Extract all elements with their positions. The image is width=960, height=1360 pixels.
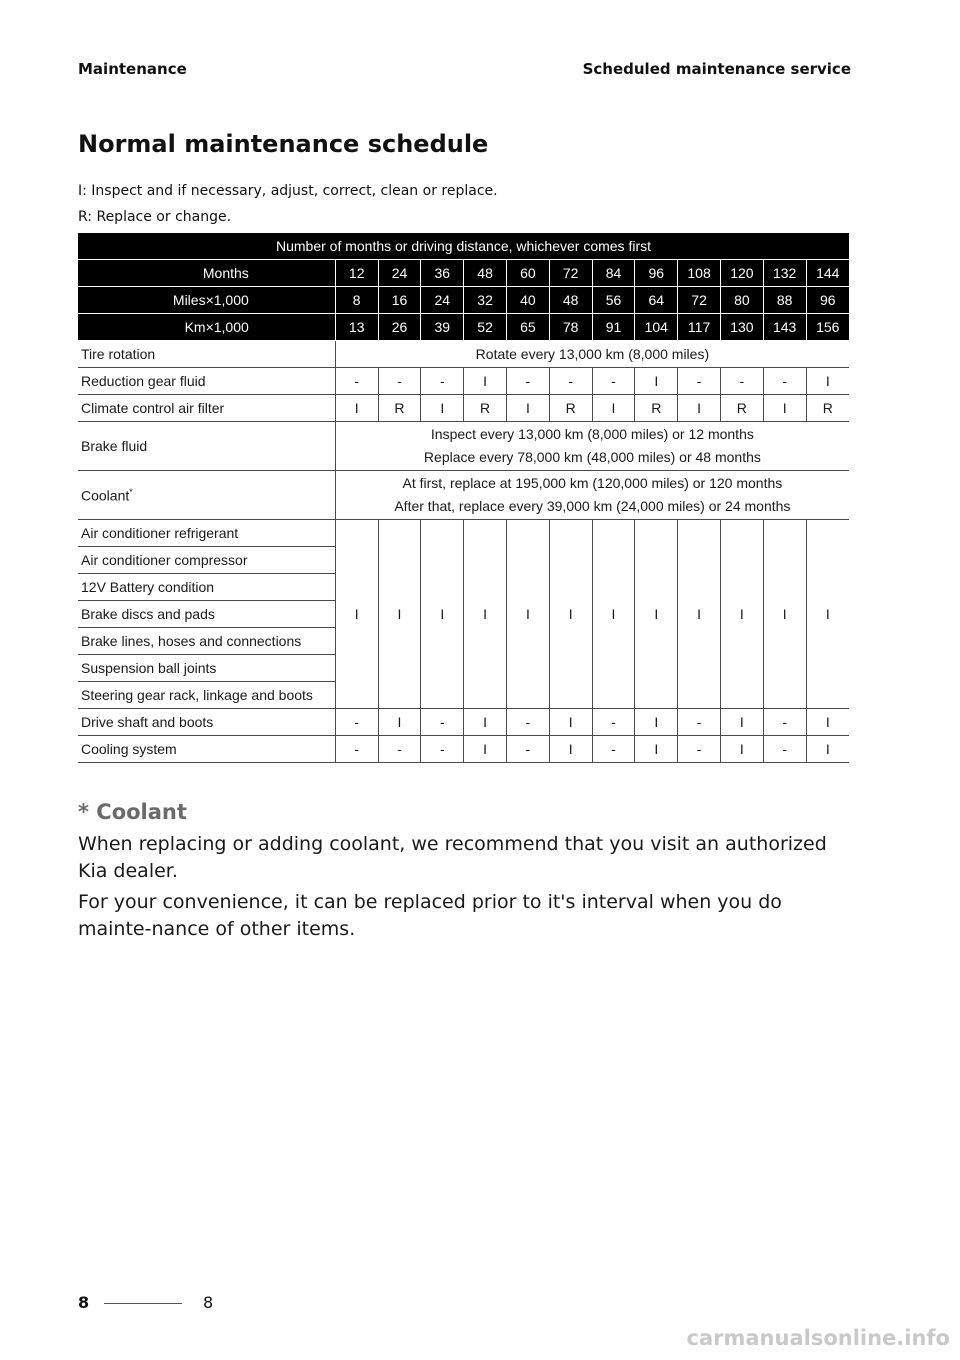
header-value: 96 (635, 260, 678, 287)
header-value: 8 (335, 287, 378, 314)
item-label: Drive shaft and boots (78, 709, 335, 736)
interval-value: I (421, 520, 464, 709)
header-value: 80 (720, 287, 763, 314)
interval-value: I (763, 395, 806, 422)
section-header: Maintenance (78, 60, 187, 78)
interval-value: R (806, 395, 849, 422)
header-value: 56 (592, 287, 635, 314)
header-value: 12 (335, 260, 378, 287)
header-value: 130 (720, 314, 763, 341)
coolant-note-paragraph-2: For your convenience, it can be replaced prior to it's interval when you do mainte-nance of other items. (78, 891, 782, 940)
interval-value: - (506, 736, 549, 763)
legend-replace: R: Replace or change. (78, 209, 232, 225)
header-value: 60 (506, 260, 549, 287)
note-line: At first, replace at 195,000 km (120,000 miles) or 120 months (402, 475, 783, 491)
footnote-mark: * (129, 486, 133, 497)
item-label: Brake discs and pads (78, 601, 335, 628)
item-note (335, 422, 849, 471)
header-value: 144 (806, 260, 849, 287)
interval-value: - (335, 368, 378, 395)
header-value: 24 (421, 287, 464, 314)
legend (78, 178, 498, 230)
header-value: 96 (806, 287, 849, 314)
interval-value: I (678, 520, 721, 709)
interval-value: - (506, 709, 549, 736)
table-row-cooling-system (78, 736, 849, 763)
interval-value: I (720, 520, 763, 709)
header-row-label: Months (78, 260, 335, 287)
header-value: 132 (763, 260, 806, 287)
header-value: 13 (335, 314, 378, 341)
header-row-km (78, 314, 849, 341)
interval-value: - (763, 368, 806, 395)
interval-value: I (592, 395, 635, 422)
table-row-drive-shaft (78, 709, 849, 736)
interval-value: - (421, 368, 464, 395)
interval-value: - (378, 368, 421, 395)
header-value: 143 (763, 314, 806, 341)
watermark: carmanualsonline.info (686, 1326, 950, 1350)
table-row-climate-filter (78, 395, 849, 422)
interval-value: I (464, 520, 507, 709)
header-value: 65 (506, 314, 549, 341)
header-value: 104 (635, 314, 678, 341)
page-number: 8 (203, 1293, 214, 1312)
coolant-note-body (78, 831, 848, 947)
coolant-note-paragraph-1: When replacing or adding coolant, we recommend that you visit an authorized Kia dealer. (78, 833, 827, 882)
interval-value: I (763, 520, 806, 709)
interval-value: - (335, 709, 378, 736)
note-line: Replace every 78,000 km (48,000 miles) or 48 months (423, 449, 761, 465)
item-label: Cooling system (78, 736, 335, 763)
header-value: 48 (549, 287, 592, 314)
header-row-months (78, 260, 849, 287)
interval-value: - (678, 709, 721, 736)
interval-value: I (806, 736, 849, 763)
header-value: 52 (464, 314, 507, 341)
section-number: 8 (78, 1293, 90, 1312)
header-row-label: Miles×1,000 (78, 287, 335, 314)
item-label (78, 471, 335, 520)
item-label: Air conditioner refrigerant (78, 520, 335, 547)
interval-value: R (464, 395, 507, 422)
interval-value: I (678, 395, 721, 422)
interval-value: I (464, 709, 507, 736)
interval-value: I (720, 736, 763, 763)
interval-value: - (549, 368, 592, 395)
interval-value: I (549, 520, 592, 709)
header-value: 39 (421, 314, 464, 341)
interval-value: I (806, 709, 849, 736)
interval-value: R (635, 395, 678, 422)
chapter-header: Scheduled maintenance service (582, 60, 851, 78)
item-label: Steering gear rack, linkage and boots (78, 682, 335, 709)
interval-value: - (421, 736, 464, 763)
interval-value: - (592, 736, 635, 763)
table-row-tire-rotation (78, 341, 849, 368)
interval-value: - (763, 709, 806, 736)
interval-value: I (720, 709, 763, 736)
interval-value: - (763, 736, 806, 763)
interval-value: R (720, 395, 763, 422)
header-value: 88 (763, 287, 806, 314)
table-row-brake-fluid (78, 422, 849, 471)
interval-value: I (635, 709, 678, 736)
item-note: Rotate every 13,000 km (8,000 miles) (335, 341, 849, 368)
item-label: Brake fluid (78, 422, 335, 471)
item-note (335, 471, 849, 520)
interval-value: I (635, 520, 678, 709)
interval-value: I (549, 736, 592, 763)
header-value: 78 (549, 314, 592, 341)
footer-divider (104, 1303, 182, 1304)
interval-value: I (464, 736, 507, 763)
item-label: Climate control air filter (78, 395, 335, 422)
table-header-banner-row (78, 233, 849, 260)
header-row-label: Km×1,000 (78, 314, 335, 341)
interval-value: - (592, 368, 635, 395)
interval-value: I (635, 368, 678, 395)
interval-value: - (506, 368, 549, 395)
interval-value: I (506, 395, 549, 422)
interval-value: - (421, 709, 464, 736)
header-value: 156 (806, 314, 849, 341)
item-label: Air conditioner compressor (78, 547, 335, 574)
page-title: Normal maintenance schedule (78, 130, 489, 158)
interval-value: I (806, 520, 849, 709)
header-value: 72 (549, 260, 592, 287)
interval-value: - (592, 709, 635, 736)
header-value: 40 (506, 287, 549, 314)
interval-value: - (335, 736, 378, 763)
interval-value: R (378, 395, 421, 422)
header-value: 26 (378, 314, 421, 341)
header-row-miles (78, 287, 849, 314)
header-value: 16 (378, 287, 421, 314)
header-value: 91 (592, 314, 635, 341)
item-label: Brake lines, hoses and connections (78, 628, 335, 655)
coolant-note-title: * Coolant (78, 800, 187, 824)
header-value: 108 (678, 260, 721, 287)
interval-value: I (549, 709, 592, 736)
interval-value: R (549, 395, 592, 422)
item-label: 12V Battery condition (78, 574, 335, 601)
table-row-reduction-gear-fluid (78, 368, 849, 395)
interval-value: I (421, 395, 464, 422)
header-value: 72 (678, 287, 721, 314)
header-value: 36 (421, 260, 464, 287)
interval-value: - (378, 736, 421, 763)
item-label: Tire rotation (78, 341, 335, 368)
item-label: Reduction gear fluid (78, 368, 335, 395)
note-line: Inspect every 13,000 km (8,000 miles) or 12 months (430, 426, 754, 442)
interval-value: I (378, 709, 421, 736)
coolant-label: Coolant (81, 487, 130, 504)
interval-value: - (720, 368, 763, 395)
note-line: After that, replace every 39,000 km (24,000 miles) or 24 months (394, 498, 791, 514)
header-value: 84 (592, 260, 635, 287)
interval-value: I (335, 395, 378, 422)
interval-value: I (592, 520, 635, 709)
header-value: 32 (464, 287, 507, 314)
item-label: Suspension ball joints (78, 655, 335, 682)
maintenance-table (78, 233, 849, 763)
interval-value: I (335, 520, 378, 709)
interval-value: I (464, 368, 507, 395)
table-banner: Number of months or driving distance, whichever comes first (78, 233, 849, 260)
header-value: 120 (720, 260, 763, 287)
header-value: 48 (464, 260, 507, 287)
header-value: 24 (378, 260, 421, 287)
interval-value: - (678, 368, 721, 395)
interval-value: - (678, 736, 721, 763)
table-row-coolant (78, 471, 849, 520)
header-value: 117 (678, 314, 721, 341)
legend-inspect: I: Inspect and if necessary, adjust, correct, clean or replace. (78, 183, 498, 199)
interval-value: I (635, 736, 678, 763)
interval-value: I (506, 520, 549, 709)
interval-value: I (806, 368, 849, 395)
table-row-group-item (78, 520, 849, 547)
header-value: 64 (635, 287, 678, 314)
interval-value: I (378, 520, 421, 709)
